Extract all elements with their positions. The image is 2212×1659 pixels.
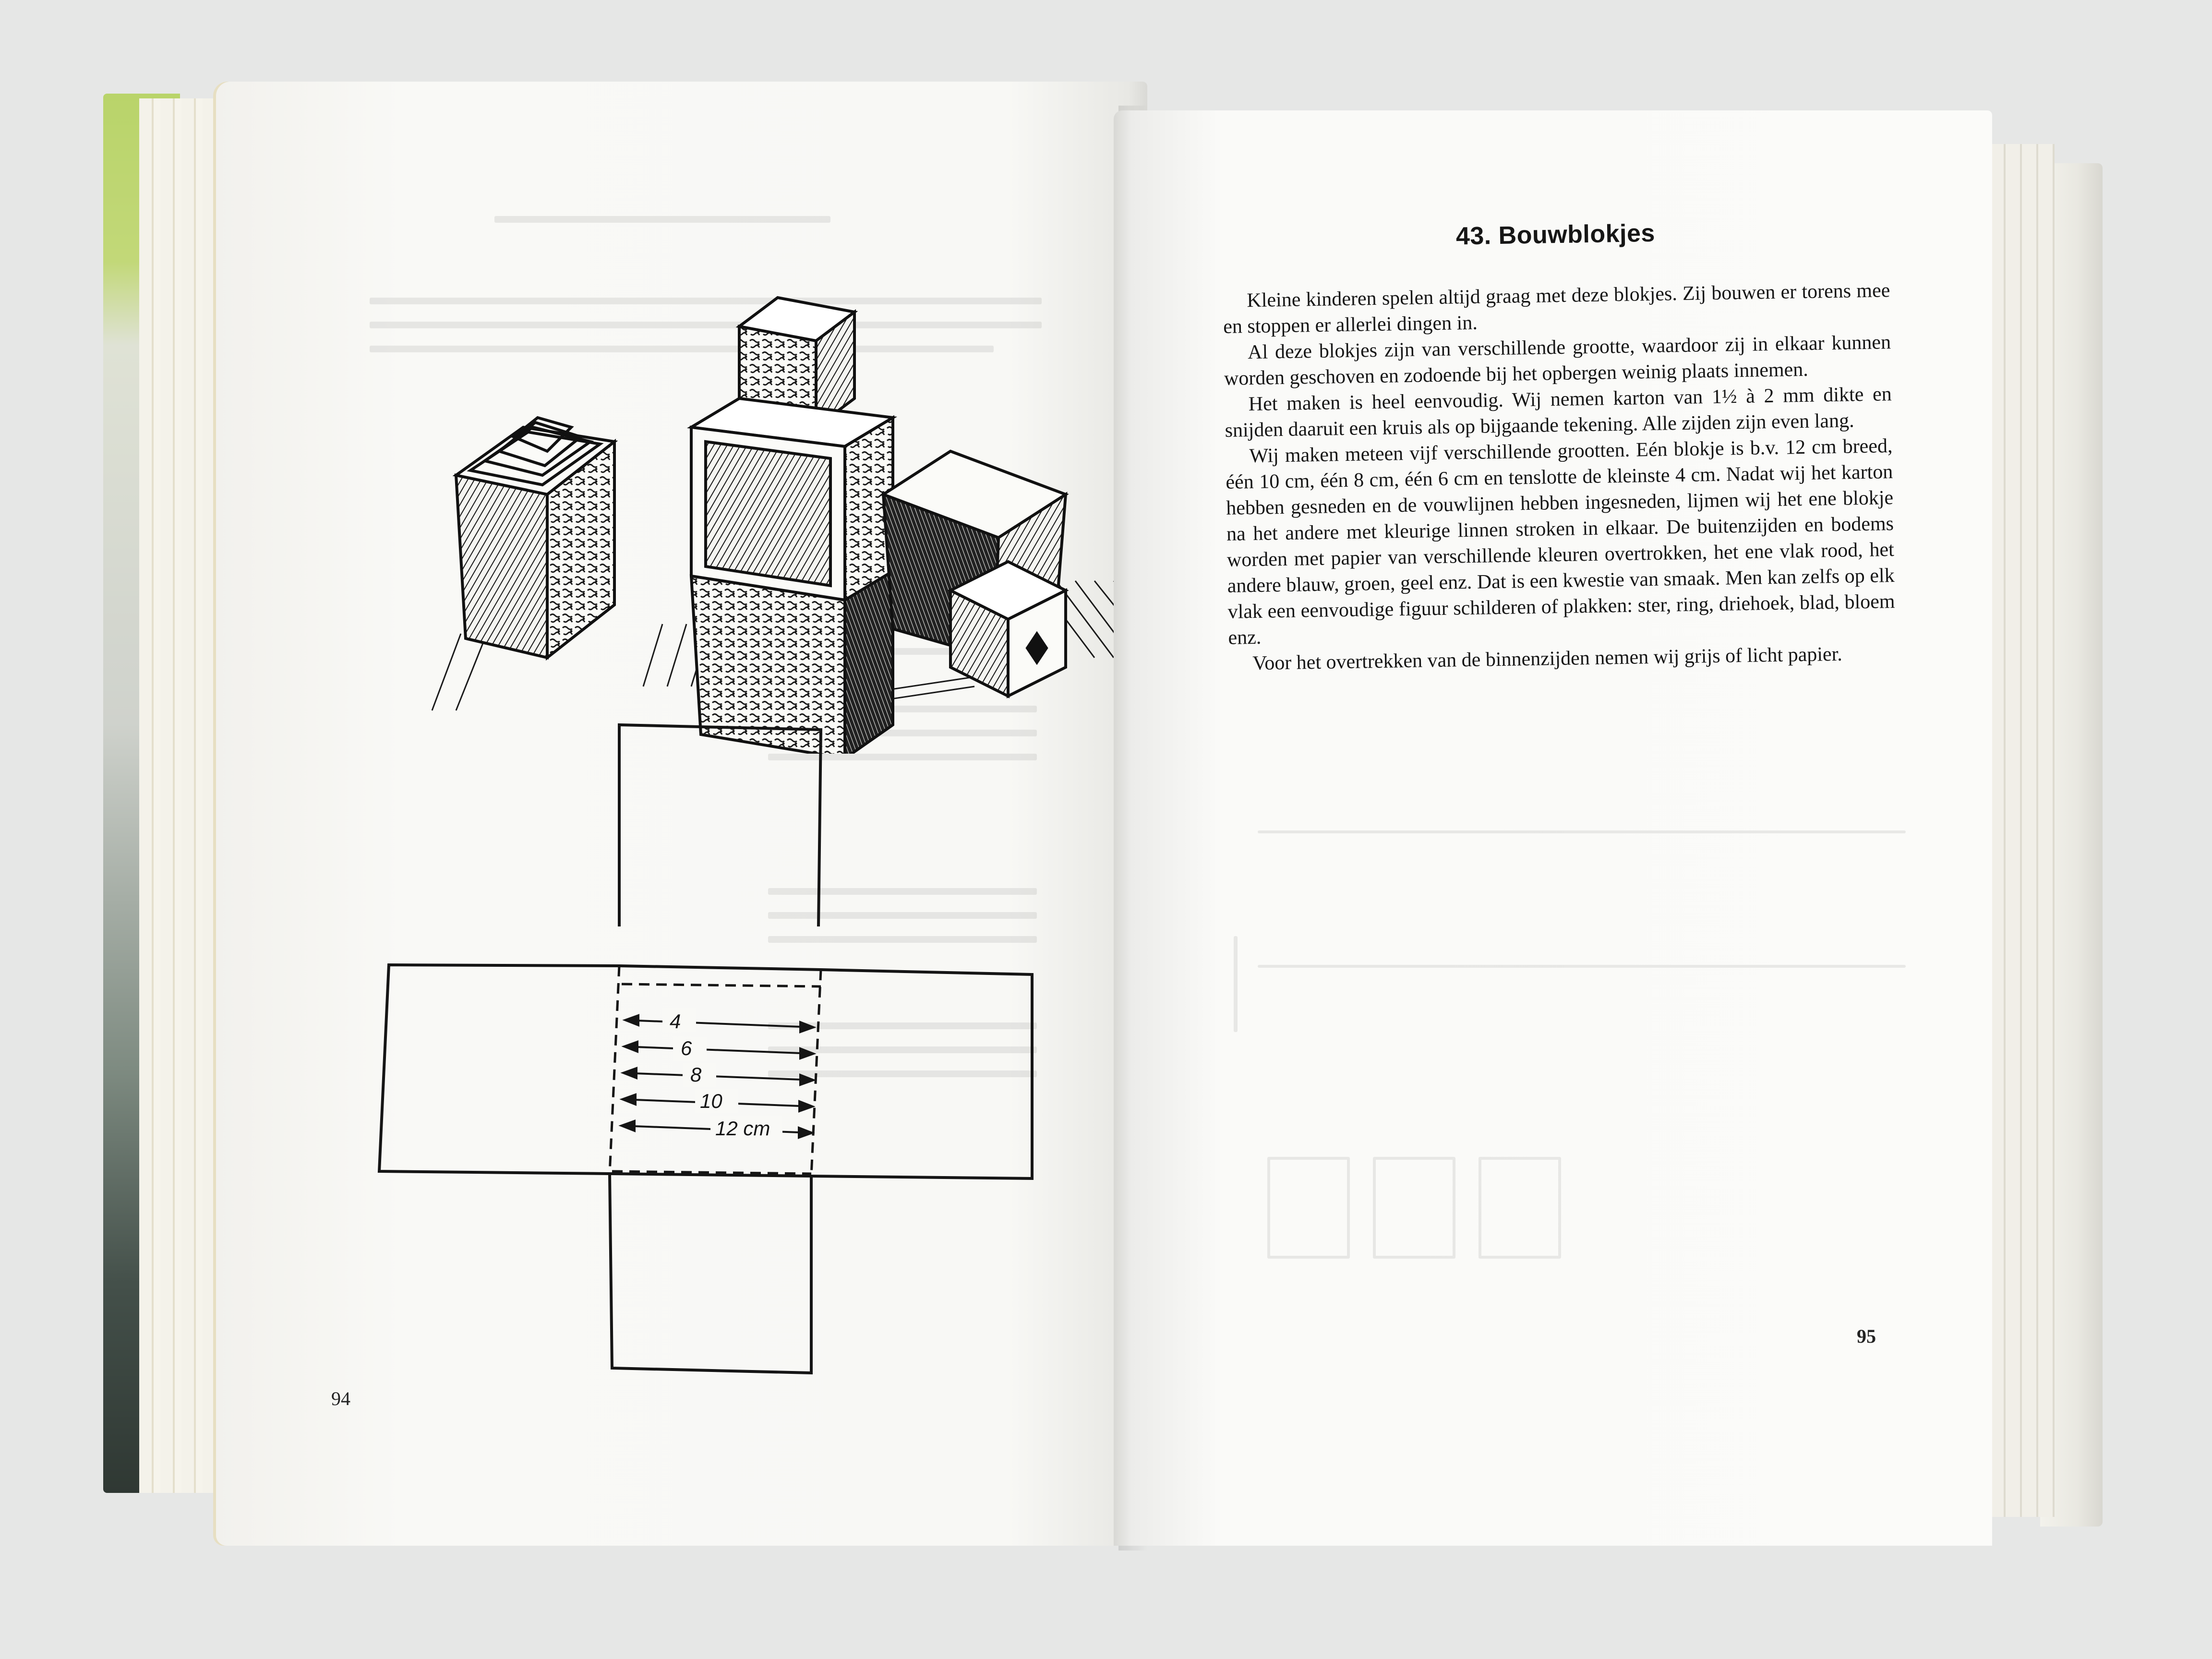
paragraph-4: Wij maken meteen vijf verschillende grootten. Eén blokje is b.v. 12 cm breed, één 10 cm, één 8 cm, één 6 cm en tenslotte de kleinste 4 cm. Nadat wij het karton hebben gesneden en de vouwlijnen hebben ingesneden, lijmen wij het ene blokje na het andere met kleurige linnen stroken in elkaar. De buitenzijden en bodems worden met papier van verschillende kleuren overtrokken, het ene vlak rood, het andere blauw, groen, geel enz. Dat is een kwestie van smaak. Men kan zelfs op elk vlak een eenvoudige figuur schilderen of plakken: ster, ring, driehoek, blad, bloem enz.: [1226, 435, 1895, 649]
paragraph-1: Kleine kinderen spelen altijd graag met deze blokjes. Zij bouwen er torens mee en stoppen er allerlei dingen in.: [1223, 279, 1890, 338]
left-page-number: 94: [331, 1388, 350, 1409]
measurement-4: 4: [670, 1010, 681, 1033]
chapter-title: 43. Bouwblokjes: [1455, 219, 1656, 251]
measurement-12cm: 12 cm: [715, 1117, 770, 1140]
tilted-box-right: [883, 451, 1066, 696]
stacked-boxes-center: [691, 298, 893, 754]
paragraph-2: Al deze blokjes zijn van verschillende grootte, waardoor zij in elkaar kunnen worden geschoven en zodoende bij het opbergen weinig plaats innemen.: [1224, 331, 1891, 390]
nested-box-stack: [456, 418, 614, 658]
left-page: [216, 82, 1147, 1546]
right-page-text: [1222, 215, 1896, 677]
measurement-8: 8: [690, 1063, 702, 1086]
right-page-number: 95: [1857, 1325, 1876, 1347]
measurement-10: 10: [700, 1090, 722, 1112]
measurement-6: 6: [681, 1037, 692, 1059]
paragraph-5: Voor het overtrekken van de binnenzijden nemen wij grijs of licht papier.: [1252, 643, 1843, 675]
cross-net-diagram: [350, 696, 1166, 1387]
paragraph-3: Het maken is heel eenvoudig. Wij nemen karton van 1½ à 2 mm dikte en snijden daaruit een kruis als op bijgaande tekening. Alle zijden zijn even lang.: [1225, 383, 1892, 442]
